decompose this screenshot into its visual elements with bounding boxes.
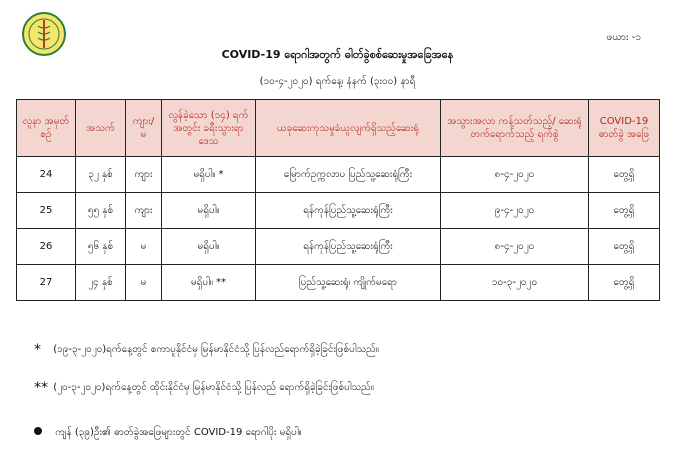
cell-sex: မ — [126, 229, 162, 265]
cell-date: ၉-၄-၂၀၂၀ — [441, 193, 589, 229]
cell-travel: မရှိပါ။ — [162, 229, 256, 265]
cell-patient-no: 26 — [17, 229, 76, 265]
cell-hospital: မြောက်ဥက္ကလာပ ပြည်သူ့ဆေးရုံကြီး — [256, 157, 441, 193]
col-header-travel: လွန်ခဲ့သော (၁၄) ရက်အတွင်း ခရီးသွားရာဒေသ — [162, 100, 256, 157]
table-header-row — [17, 100, 660, 157]
footnote-text: (၁၉-၃-၂၀၂၀)ရက်နေ့တွင် စကာပူနိုင်ငံမှ မြန်မာနိုင်ငံသို့ ပြန်လည်ရောက်ရှိခဲ့ခြင်းဖြစ်ပါသည်။ — [53, 344, 379, 355]
cell-date: ၈-၄-၂၀၂၀ — [441, 157, 589, 193]
cell-result: တွေ့ရှိ — [589, 229, 660, 265]
cell-patient-no: 27 — [17, 265, 76, 301]
footnote-marker: * — [34, 342, 41, 358]
col-header-hospital: ယခုဆေးကုသမှုခံယူလျက်ရှိသည့်ဆေးရုံ — [256, 100, 441, 157]
cell-travel: မရှိပါ။ * — [162, 157, 256, 193]
cell-result: တွေ့ရှိ — [589, 193, 660, 229]
footnote-double-asterisk — [34, 380, 374, 396]
cell-hospital: ရန်ကုန်ပြည်သူ့ဆေးရုံကြီး — [256, 229, 441, 265]
cell-age: ၂၄ နှစ် — [76, 265, 126, 301]
cell-travel: မရှိပါ။ ** — [162, 265, 256, 301]
cell-hospital: ရန်ကုန်ပြည်သူ့ဆေးရုံကြီး — [256, 193, 441, 229]
table-row — [17, 265, 660, 301]
cell-age: ၅၅ နှစ် — [76, 193, 126, 229]
col-header-patient-no: လူနာ အမှတ်စဉ် — [17, 100, 76, 157]
col-header-date: အသွားအလာ ကန့်သတ်သည့်/ ဆေးရုံတက်ရောက်သည့် ရက်စွဲ — [441, 100, 589, 157]
document-date: (၁၀-၄-၂၀၂၀) ရက်နေ့၊ နံနက် (၃း၀၀) နာရီ — [259, 76, 416, 87]
patient-table — [16, 99, 660, 301]
cell-sex: ကျား — [126, 193, 162, 229]
col-header-sex: ကျား/ မ — [126, 100, 162, 157]
footnote-marker: ** — [34, 380, 48, 396]
cell-result: တွေ့ရှိ — [589, 157, 660, 193]
footnote-text: (၂၀-၃-၂၀၂၀)ရက်နေ့တွင် ထိုင်းနိုင်ငံမှ မြန်မာနိုင်ငံသို့ ပြန်လည် ရောက်ရှိခဲ့ခြင်းဖြစ်ပါသည်။ — [53, 382, 374, 393]
col-header-result: COVID-19 ဓာတ်ခွဲ အဖြေ — [589, 100, 660, 157]
page-label: ဖယား -၁ — [606, 32, 641, 43]
col-header-age: အသက် — [76, 100, 126, 157]
document-title: COVID-19 ရောဂါအတွက် ဓါတ်ခွဲစစ်ဆေးမှုအခြေအနေ — [221, 48, 454, 61]
cell-sex: ကျား — [126, 157, 162, 193]
cell-date: ၈-၄-၂၀၂၀ — [441, 229, 589, 265]
cell-patient-no: 25 — [17, 193, 76, 229]
cell-result: တွေ့ရှိ — [589, 265, 660, 301]
cell-patient-no: 24 — [17, 157, 76, 193]
footnote-bullet — [34, 425, 302, 440]
cell-age: ၅၆ နှစ် — [76, 229, 126, 265]
footnote-single-asterisk — [34, 342, 379, 358]
cell-date: ၁၀-၃-၂၀၂၀ — [441, 265, 589, 301]
table-row — [17, 193, 660, 229]
bullet-icon — [34, 427, 42, 435]
footnote-text: ကျန် (၃၉)ဦး၏ ဓာတ်ခွဲအဖြေများတွင် COVID-19 ရောဂါပိုး မရှိပါ။ — [55, 427, 302, 438]
cell-hospital: ပြည်သူ့ဆေးရုံ၊ ကျိုက်မရော — [256, 265, 441, 301]
table-row — [17, 229, 660, 265]
cell-travel: မရှိပါ။ — [162, 193, 256, 229]
cell-age: ၃၂ နှစ် — [76, 157, 126, 193]
table-row — [17, 157, 660, 193]
cell-sex: မ — [126, 265, 162, 301]
